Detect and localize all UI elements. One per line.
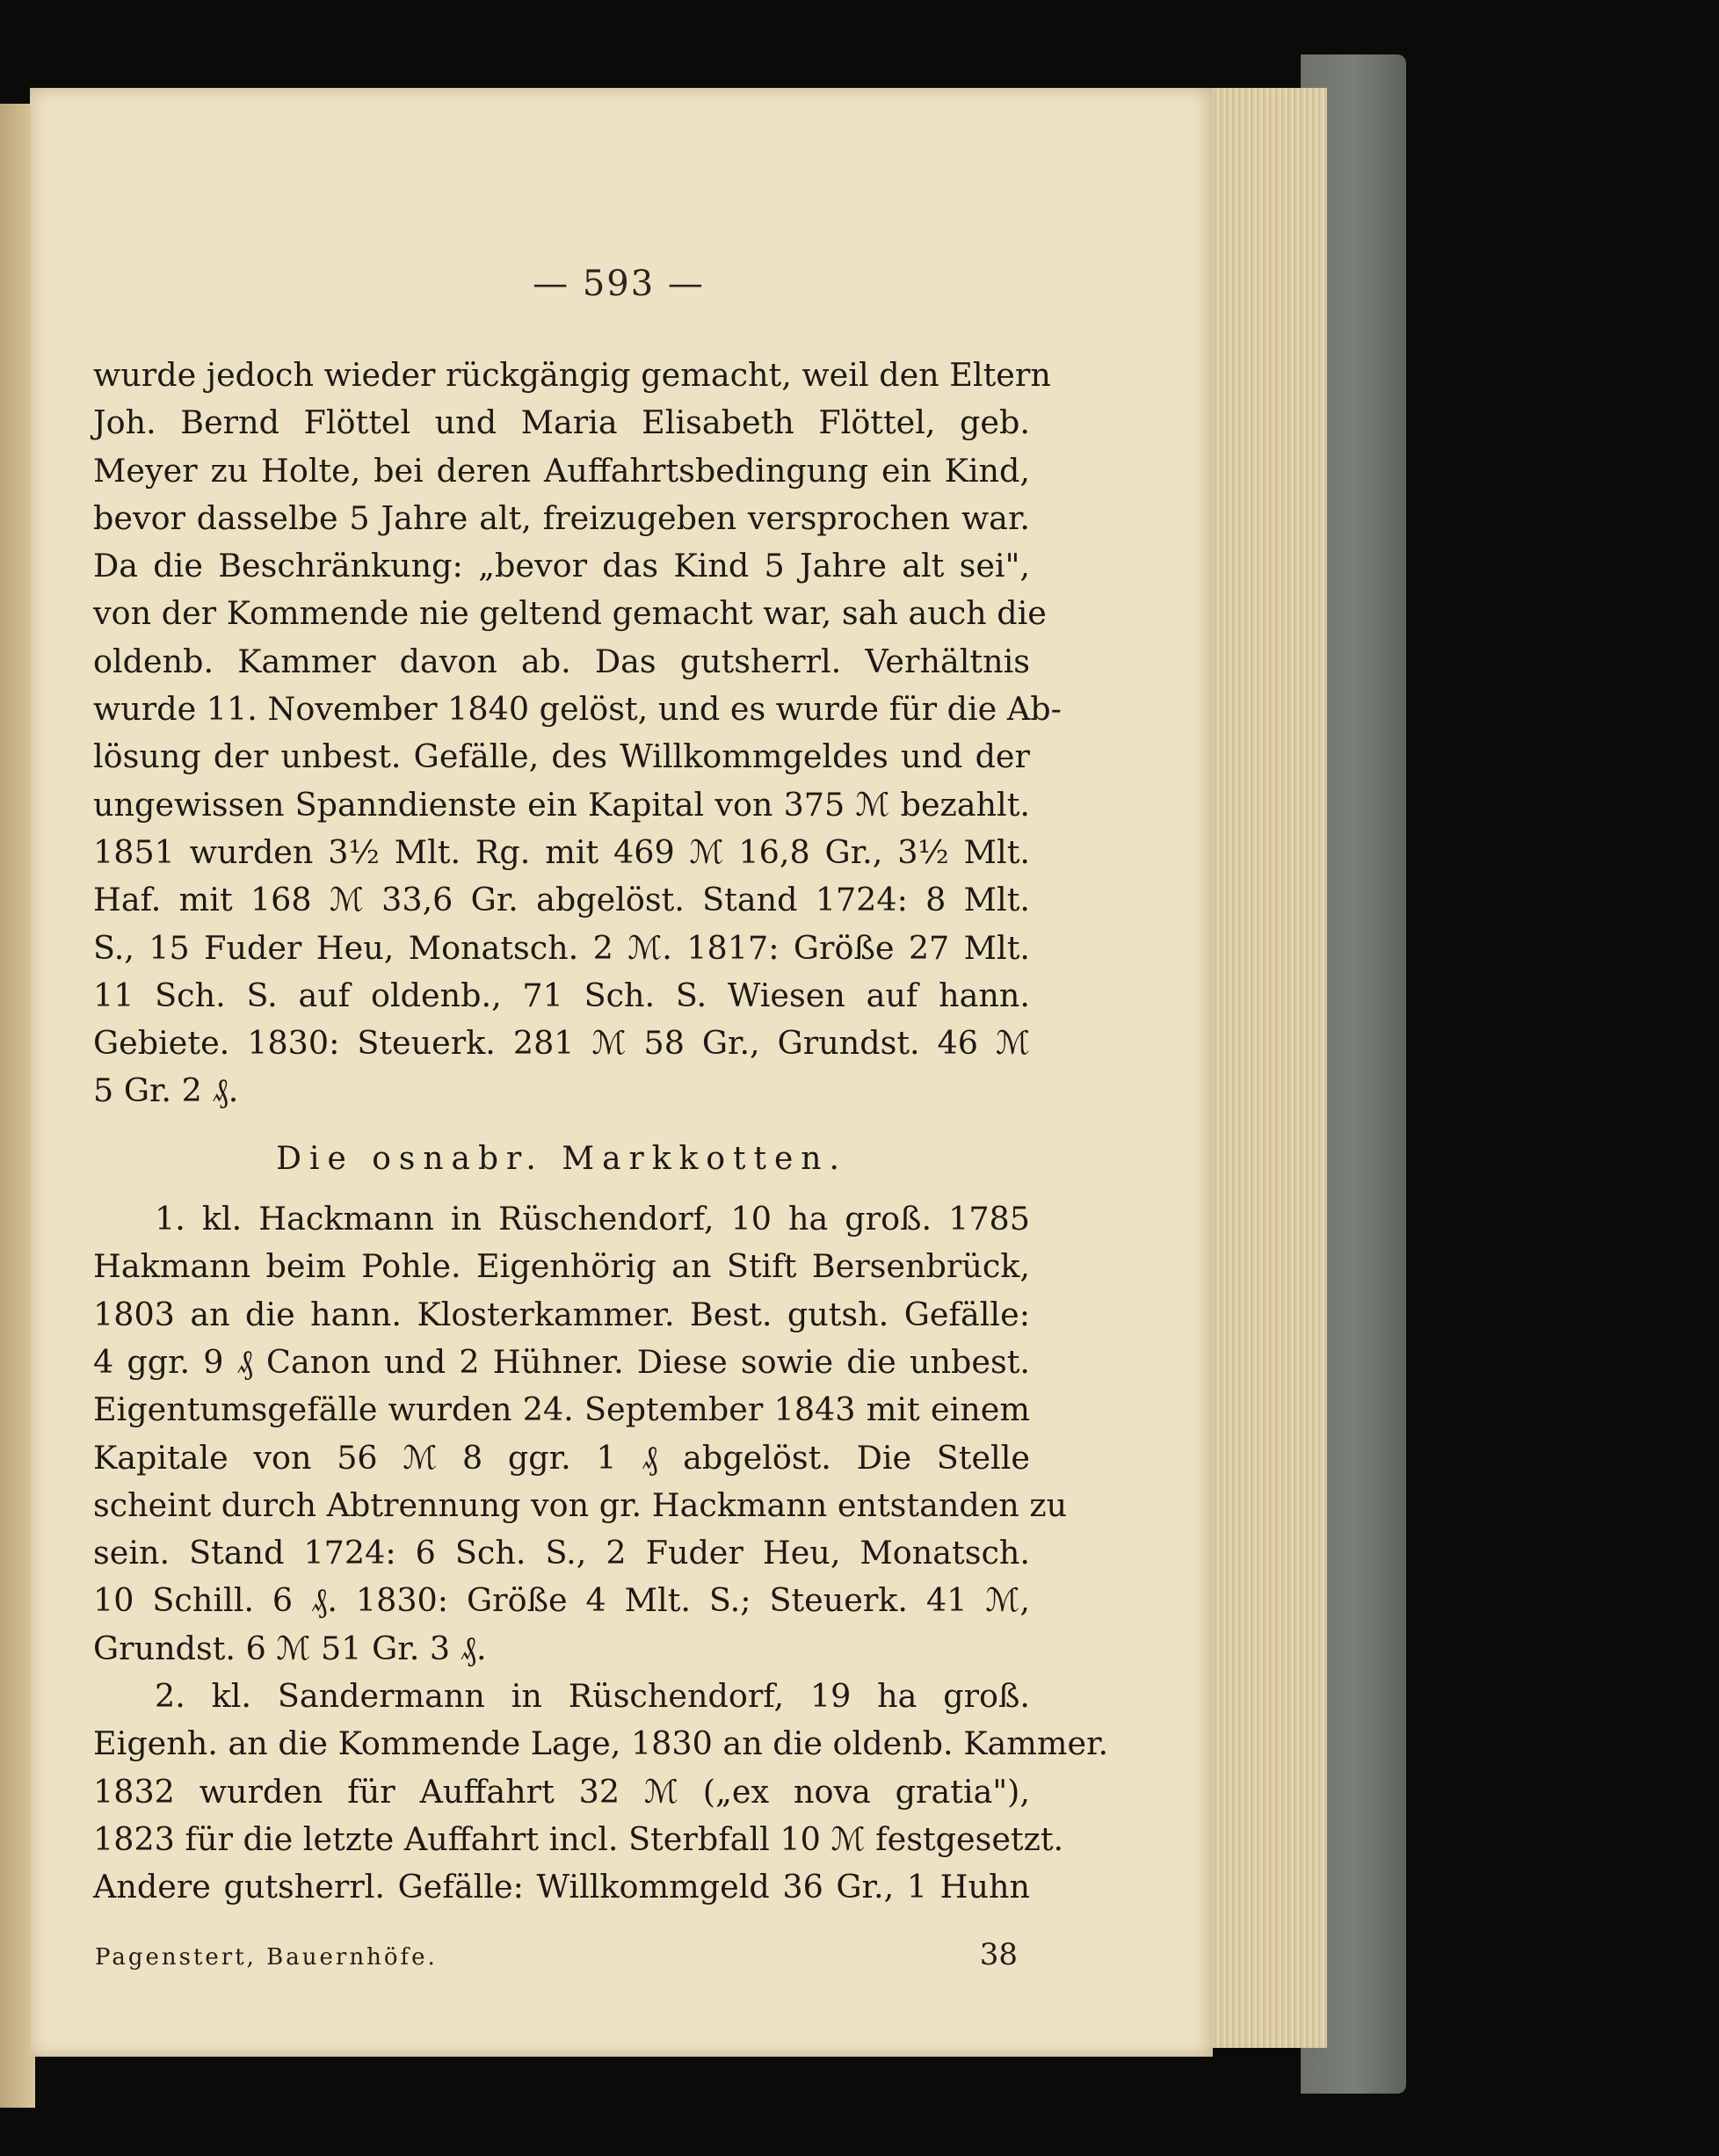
text-line: Kapitale von 56 ℳ 8 ggr. 1 ₰ abgelöst. Die Stelle <box>93 1438 1030 1477</box>
text-line: 1803 an die hann. Klosterkammer. Best. gutsh. Gefälle: <box>93 1295 1030 1333</box>
page-footer <box>95 1937 1018 1972</box>
book-page <box>30 88 1213 2057</box>
text-line: S., 15 Fuder Heu, Monatsch. 2 ℳ. 1817: Größe 27 Mlt. <box>93 928 1030 967</box>
text-line: Meyer zu Holte, bei deren Auffahrtsbedingung ein Kind, <box>93 451 1030 490</box>
text-line: 2. kl. Sandermann in Rüschendorf, 19 ha groß. <box>155 1677 1030 1716</box>
text-line: lösung der unbest. Gefälle, des Willkommgeldes und der <box>93 737 1030 776</box>
text-line: bevor dasselbe 5 Jahre alt, freizugeben versprochen war. <box>93 498 1030 537</box>
text-line: scheint durch Abtrennung von gr. Hackmann entstanden zu <box>93 1485 1068 1524</box>
text-line: 1832 wurden für Auffahrt 32 ℳ („ex nova gratia"), <box>93 1772 1030 1811</box>
text-line: wurde jedoch wieder rückgängig gemacht, weil den Eltern <box>93 356 1051 394</box>
text-line: Haf. mit 168 ℳ 33,6 Gr. abgelöst. Stand 1724: 8 Mlt. <box>93 881 1030 919</box>
page-edges <box>1204 88 1327 2048</box>
text-line: 4 ggr. 9 ₰ Canon und 2 Hühner. Diese sowie die unbest. <box>93 1342 1030 1381</box>
running-title: Pagenstert, Bauernhöfe. <box>95 1944 438 1971</box>
text-line: 1. kl. Hackmann in Rüschendorf, 10 ha groß. 1785 <box>155 1200 1030 1238</box>
text-line: Eigenh. an die Kommende Lage, 1830 an die oldenb. Kammer. <box>93 1724 1109 1763</box>
text-line: ungewissen Spanndienste ein Kapital von 375 ℳ bezahlt. <box>93 785 1030 824</box>
page-number: — 593 — <box>533 264 705 304</box>
text-line: Hakmann beim Pohle. Eigenhörig an Stift Bersenbrück, <box>93 1247 1030 1286</box>
section-heading: Die osnabr. Markkotten. <box>276 1140 847 1177</box>
text-line: Joh. Bernd Flöttel und Maria Elisabeth Flöttel, geb. <box>93 403 1030 442</box>
text-line: 1851 wurden 3½ Mlt. Rg. mit 469 ℳ 16,8 Gr., 3½ Mlt. <box>93 832 1030 871</box>
signature-mark: 38 <box>979 1937 1018 1972</box>
text-line: 10 Schill. 6 ₰. 1830: Größe 4 Mlt. S.; Steuerk. 41 ℳ, <box>93 1581 1030 1620</box>
text-line: Da die Beschränkung: „bevor das Kind 5 Jahre alt sei", <box>93 547 1030 585</box>
text-line: wurde 11. November 1840 gelöst, und es wurde für die Ab- <box>93 690 1062 729</box>
text-line: 1823 für die letzte Auffahrt incl. Sterbfall 10 ℳ festgesetzt. <box>93 1819 1064 1858</box>
text-line: Eigentumsgefälle wurden 24. September 1843 mit einem <box>93 1390 1030 1429</box>
body-text <box>93 352 1109 1912</box>
text-line: sein. Stand 1724: 6 Sch. S., 2 Fuder Heu, Monatsch. <box>93 1534 1030 1572</box>
text-line: Grundst. 6 ℳ 51 Gr. 3 ₰. <box>93 1629 487 1667</box>
text-line: von der Kommende nie geltend gemacht war, sah auch die <box>93 594 1047 633</box>
text-line: Gebiete. 1830: Steuerk. 281 ℳ 58 Gr., Grundst. 46 ℳ <box>93 1024 1030 1063</box>
text-line: 5 Gr. 2 ₰. <box>93 1071 239 1110</box>
text-line: oldenb. Kammer davon ab. Das gutsherrl. Verhältnis <box>93 642 1030 680</box>
text-line: 11 Sch. S. auf oldenb., 71 Sch. S. Wiesen auf hann. <box>93 976 1030 1014</box>
text-line: Andere gutsherrl. Gefälle: Willkommgeld 36 Gr., 1 Huhn <box>93 1868 1030 1906</box>
